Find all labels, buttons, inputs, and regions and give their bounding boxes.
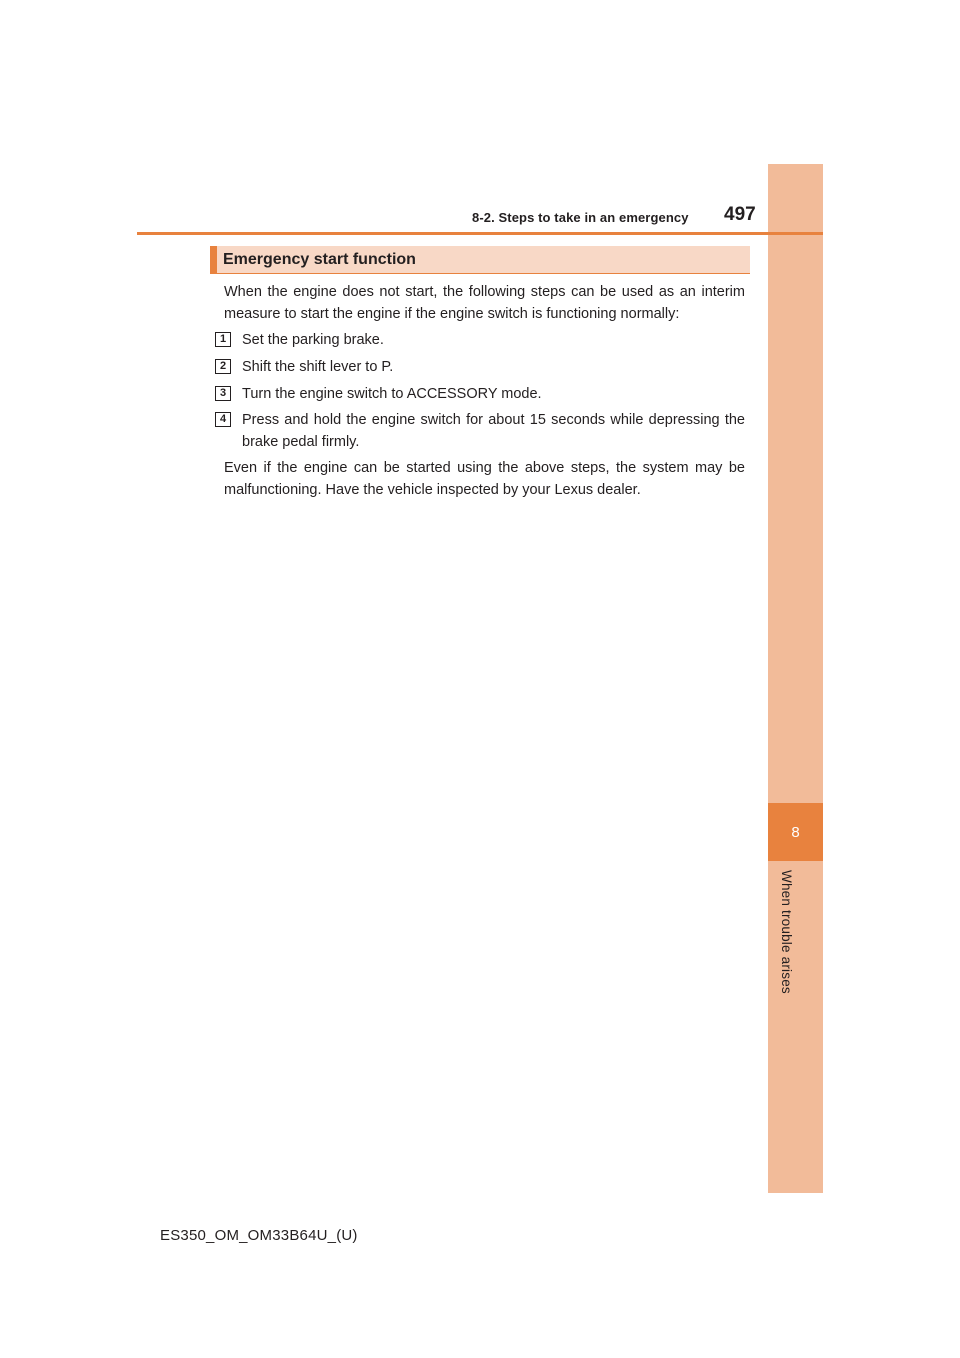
chapter-number-box	[768, 803, 823, 861]
intro-paragraph: When the engine does not start, the following steps can be used as an interim measure to start the engine if the engine switch is functioning normally:	[224, 284, 745, 322]
page-number: 497	[724, 204, 756, 225]
section-heading	[210, 246, 750, 274]
chapter-number: 8	[791, 823, 800, 841]
step-text: Press and hold the engine switch for about 15 seconds while depressing the brake pedal firmly.	[242, 412, 745, 450]
step-item	[214, 409, 745, 453]
section-heading-text: Emergency start function	[223, 251, 416, 268]
step-text: Shift the shift lever to P.	[242, 359, 394, 375]
step-number-badge: 1	[215, 332, 231, 347]
running-header-section: 8-2. Steps to take in an emergency	[472, 210, 689, 225]
step-number-badge: 3	[215, 386, 231, 401]
step-text: Set the parking brake.	[242, 332, 384, 348]
document-code: ES350_OM_OM33B64U_(U)	[160, 1227, 358, 1244]
chapter-title: When trouble arises	[779, 870, 794, 994]
step-item	[214, 383, 745, 405]
step-number-badge: 2	[215, 359, 231, 374]
header-rule	[137, 232, 823, 235]
step-item	[214, 329, 745, 351]
step-text: Turn the engine switch to ACCESSORY mode.	[242, 386, 542, 402]
step-number-badge: 4	[215, 412, 231, 427]
chapter-side-tab	[768, 164, 823, 1193]
outro-paragraph: Even if the engine can be started using the above steps, the system may be malfunctioning. Have the vehicle inspected by your Lexus dealer.	[224, 460, 745, 498]
step-item	[214, 356, 745, 378]
